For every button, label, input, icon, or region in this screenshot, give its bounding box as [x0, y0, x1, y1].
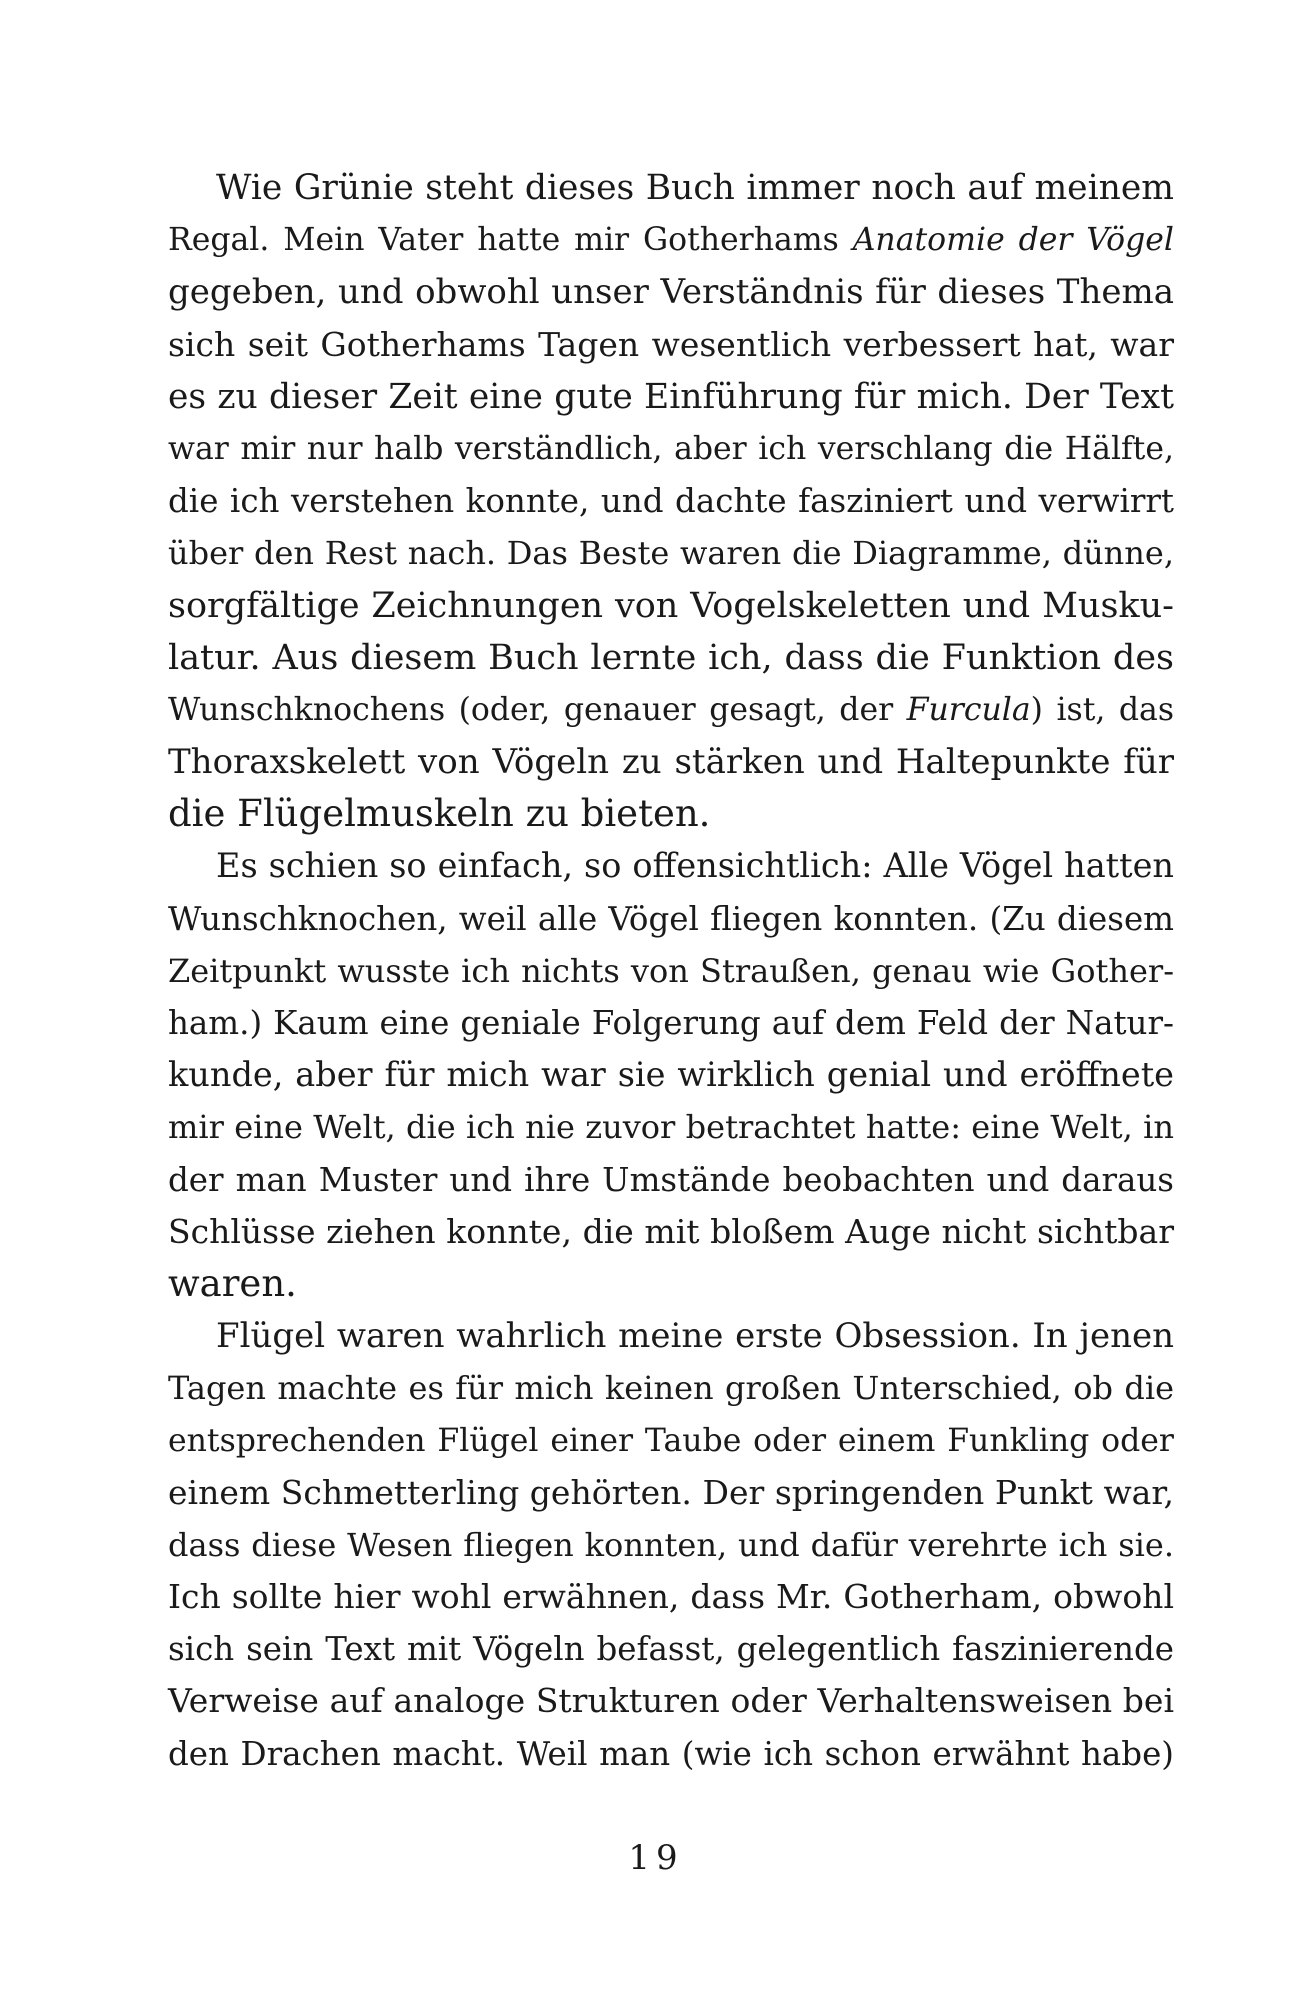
italic-text: Furcula [906, 691, 1031, 728]
page-number: 19 [628, 1838, 684, 1878]
text-segment: gegeben, und obwohl unser Verständnis für dieses Thema [168, 272, 1174, 313]
text-line [168, 475, 1174, 527]
text-segment: Ich sollte hier wohl erwähnen, dass Mr. Gotherham, obwohl [168, 1577, 1174, 1617]
text-line [168, 1101, 1174, 1153]
text-line [168, 319, 1174, 371]
text-segment: war mir nur halb verständlich, aber ich verschlang die Hälfte, [168, 430, 1174, 467]
text-line [168, 371, 1174, 423]
text-line [168, 893, 1174, 945]
text-segment: waren. [168, 1261, 297, 1305]
text-segment: Wunschknochen, weil alle Vögel fliegen konnten. (Zu diesem [168, 899, 1174, 938]
text-segment: der man Muster und ihre Umstände beobachten und daraus [168, 1160, 1174, 1199]
text-segment: einem Schmetterling gehörten. Der springenden Punkt war, [168, 1472, 1174, 1512]
text-line [168, 1049, 1174, 1101]
text-line [168, 527, 1174, 579]
text-segment: latur. Aus diesem Buch lernte ich, dass die Funktion des [168, 637, 1174, 678]
text-line [168, 1519, 1174, 1571]
text-line [168, 1467, 1174, 1519]
text-segment: sich sein Text mit Vögeln befasst, gelegentlich faszinierende [168, 1630, 1174, 1669]
text-segment: ham.) Kaum eine geniale Folgerung auf dem Feld der Natur- [168, 1004, 1174, 1042]
body-text [168, 162, 1174, 1780]
text-segment: über den Rest nach. Das Beste waren die Diagramme, dünne, [168, 534, 1174, 573]
text-line [168, 945, 1174, 997]
text-segment: Wunschknochens (oder, genauer gesagt, der [168, 691, 907, 728]
text-line [168, 1258, 1174, 1310]
text-line [168, 580, 1174, 632]
text-segment: Thoraxskelett von Vögeln zu stärken und Haltepunkte für [168, 742, 1174, 783]
text-segment: Es schien so einfach, so offensichtlich: Alle Vögel hatten [216, 846, 1174, 886]
text-line [168, 1675, 1174, 1727]
text-line [168, 1206, 1174, 1258]
text-line [168, 632, 1174, 684]
italic-text: Anatomie der Vögel [852, 222, 1174, 259]
text-segment: Regal. Mein Vater hatte mir Gotherhams [168, 222, 853, 259]
text-segment: mir eine Welt, die ich nie zuvor betrachtet hatte: eine Welt, in [168, 1108, 1174, 1147]
text-segment: entsprechenden Flügel einer Taube oder einem Funkling oder [168, 1422, 1174, 1459]
text-segment: sorgfältige Zeichnungen von Vogelskeletten und Musku- [168, 585, 1174, 626]
text-line [168, 1154, 1174, 1206]
text-segment: Verweise auf analoge Strukturen oder Verhaltensweisen bei [168, 1681, 1174, 1721]
text-segment: die ich verstehen konnte, und dachte fasziniert und verwirrt [168, 482, 1174, 521]
text-line [168, 1362, 1174, 1414]
text-segment: den Drachen macht. Weil man (wie ich schon erwähnt habe) [168, 1734, 1174, 1773]
text-line [168, 1623, 1174, 1675]
text-line [168, 736, 1174, 788]
text-line [168, 266, 1174, 318]
text-segment: es zu dieser Zeit eine gute Einführung für mich. Der Text [168, 376, 1174, 417]
text-line [168, 684, 1174, 736]
text-segment: Tagen machte es für mich keinen großen Unterschied, ob die [168, 1369, 1174, 1408]
text-segment: dass diese Wesen fliegen konnten, und dafür verehrte ich sie. [168, 1525, 1174, 1564]
text-line [168, 788, 1174, 840]
text-line [168, 423, 1174, 475]
text-segment: kunde, aber für mich war sie wirklich genial und eröffnete [168, 1055, 1174, 1095]
text-segment: sich seit Gotherhams Tagen wesentlich verbessert hat, war [168, 324, 1174, 364]
text-line [168, 1571, 1174, 1623]
text-line [168, 214, 1174, 266]
text-line [168, 162, 1174, 214]
text-segment: Zeitpunkt wusste ich nichts von Straußen, genau wie Gother- [168, 951, 1174, 990]
text-line [168, 1310, 1174, 1362]
text-segment: Flügel waren wahrlich meine erste Obsession. In jenen [216, 1316, 1174, 1357]
text-line [168, 840, 1174, 892]
text-line [168, 1728, 1174, 1780]
text-line [168, 997, 1174, 1049]
text-segment: Schlüsse ziehen konnte, die mit bloßem Auge nicht sichtbar [168, 1211, 1174, 1251]
text-segment: die Flügelmuskeln zu bieten. [168, 792, 711, 836]
text-segment: ) ist, das [1030, 691, 1174, 728]
text-segment: Wie Grünie steht dieses Buch immer noch auf meinem [216, 168, 1174, 208]
text-line [168, 1415, 1174, 1467]
